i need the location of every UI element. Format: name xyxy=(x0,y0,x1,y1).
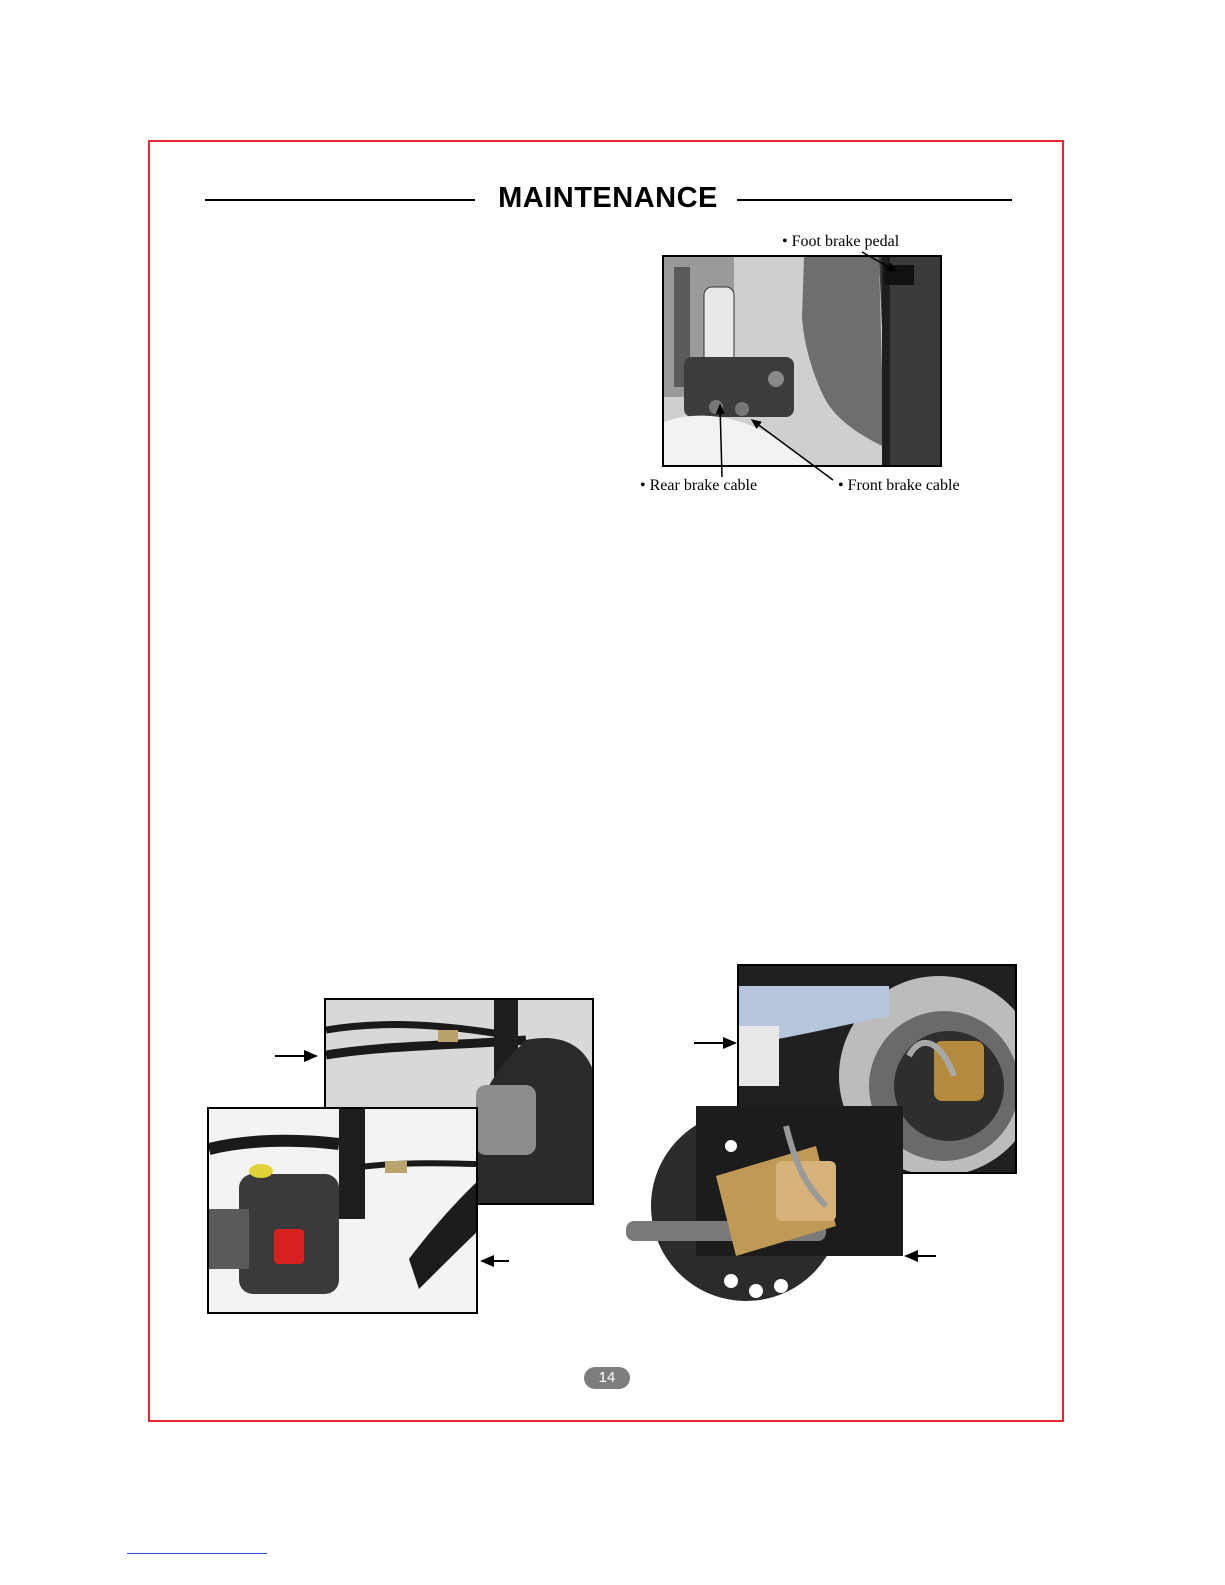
bullet-icon: • xyxy=(838,477,844,494)
handlebar-photo-front xyxy=(207,1107,478,1314)
bullet-icon: • xyxy=(640,477,646,494)
page-title: MAINTENANCE xyxy=(498,182,718,214)
rear-cable-arrow xyxy=(720,405,722,477)
foot-pedal-arrow xyxy=(862,252,896,271)
front-brake-cable-label: • Front brake cable xyxy=(838,477,960,494)
page-number-badge: 14 xyxy=(584,1367,630,1389)
rear-brake-cable-label: • Rear brake cable xyxy=(640,477,758,494)
foot-brake-pedal-label: • Foot brake pedal xyxy=(782,233,900,250)
caliper-photo-front xyxy=(626,1106,903,1313)
bottom-link-line xyxy=(127,1553,267,1554)
bullet-icon: • xyxy=(782,233,788,250)
front-cable-arrow xyxy=(752,420,833,480)
